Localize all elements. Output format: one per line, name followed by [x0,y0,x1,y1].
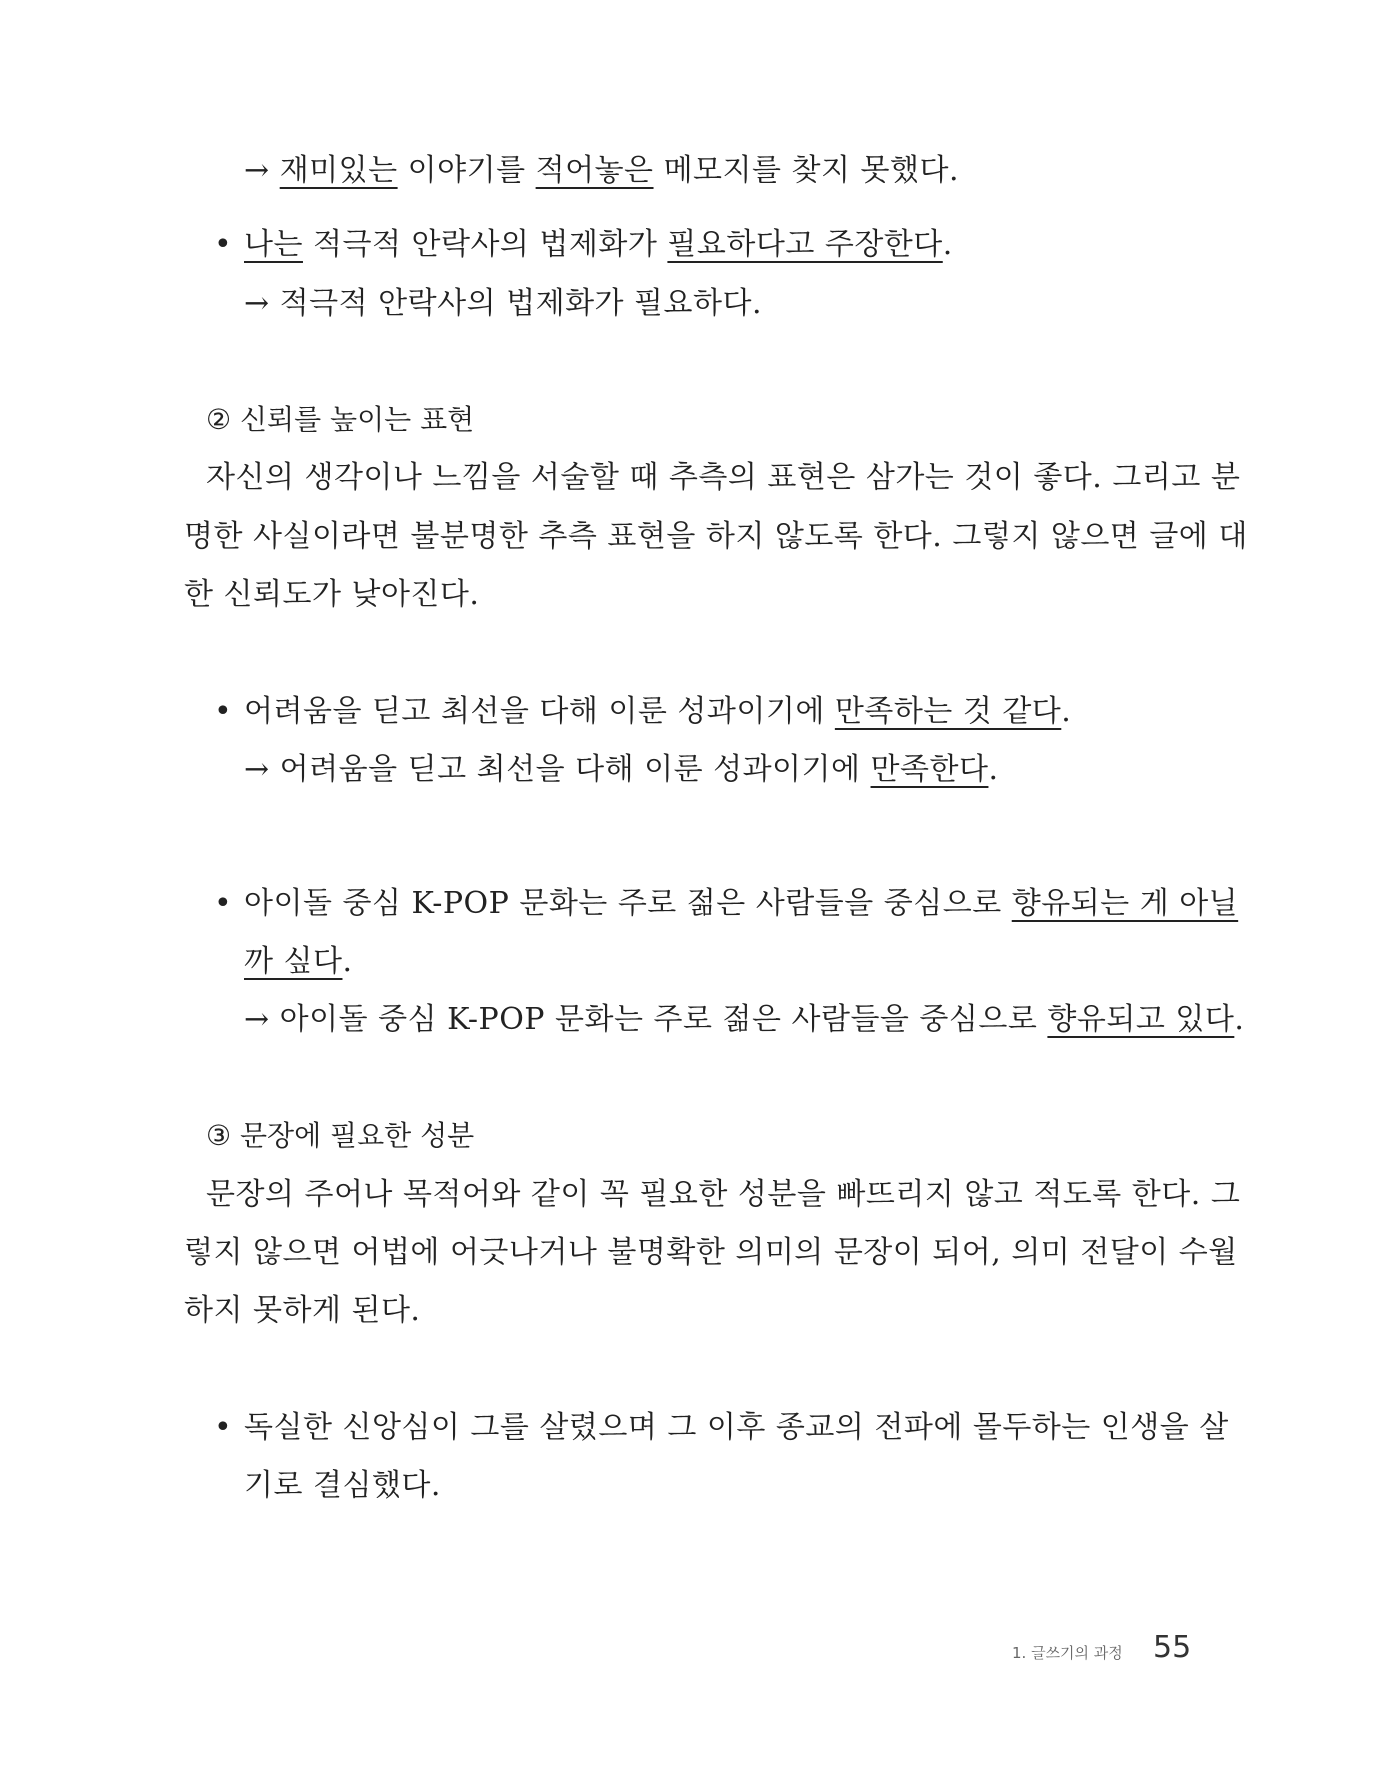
example-sentence: 독실한 신앙심이 그를 살렸으며 그 이후 종교의 전파에 몰두하는 인생을 살 [244,1410,1229,1445]
underlined-phrase: 만족하는 것 같다 [834,694,1062,729]
section-heading: ② 신뢰를 높이는 표현 [206,403,475,436]
example-rewrite [244,750,999,790]
body-line: 렇지 않으면 어법에 어긋나거나 불명확한 의미의 문장이 되어, 의미 전달이 수월 [184,1235,1238,1270]
bullet-icon: • [214,227,232,262]
underlined-phrase: 까 싶다 [244,944,343,979]
underlined-phrase: 필요하다고 주장한다 [667,227,943,262]
plain-text: 아이돌 중심 K-POP 문화는 주로 젊은 사람들을 중심으로 [244,886,1012,921]
underlined-phrase: 적어놓은 [535,153,654,188]
plain-text: . [988,752,999,787]
section-heading: ③ 문장에 필요한 성분 [206,1119,475,1152]
plain-text: 적극적 안락사의 법제화가 [302,227,668,262]
plain-text: 이야기를 [397,153,536,188]
chapter-label: 1. 글쓰기의 과정 [1012,1644,1123,1662]
bullet-icon: • [214,886,232,921]
plain-text: . [342,944,353,979]
bullet-icon: • [214,694,232,729]
example-sentence [244,692,1071,732]
plain-text: . [1061,694,1072,729]
example-sentence [244,225,953,265]
body-line: 자신의 생각이나 느낌을 서술할 때 추측의 표현은 삼가는 것이 좋다. 그리고 분 [206,460,1241,495]
underlined-phrase: 나는 [244,227,303,262]
body-line: 한 신뢰도가 낮아진다. [184,577,480,612]
plain-text: 메모지를 찾지 못했다. [653,153,959,188]
plain-text: 어려움을 딛고 최선을 다해 이룬 성과이기에 [244,694,835,729]
underlined-phrase: 재미있는 [279,153,398,188]
bullet-icon: • [214,1410,232,1445]
page-number: 55 [1153,1630,1192,1665]
underlined-phrase: 향유되고 있다 [1047,1002,1235,1037]
example-sentence-continued: 기로 결심했다. [244,1468,441,1503]
example-rewrite: → 적극적 안락사의 법제화가 필요하다. [244,286,763,321]
example-sentence [244,884,1238,924]
example-sentence-continued [244,942,353,982]
body-line: 하지 못하게 된다. [184,1293,421,1328]
example-rewrite [244,151,959,191]
arrow-text: → [244,153,280,188]
plain-text: . [942,227,953,262]
body-line: 문장의 주어나 목적어와 같이 꼭 필요한 성분을 빠뜨리지 않고 적도록 한다. 그 [206,1177,1241,1212]
body-line: 명한 사실이라면 불분명한 추측 표현을 하지 않도록 한다. 그렇지 않으면 글에 대 [184,519,1248,554]
underlined-phrase: 향유되는 게 아닐 [1011,886,1239,921]
example-rewrite [244,1000,1244,1040]
plain-text: → 어려움을 딛고 최선을 다해 이룬 성과이기에 [244,752,871,787]
plain-text: → 아이돌 중심 K-POP 문화는 주로 젊은 사람들을 중심으로 [244,1002,1048,1037]
underlined-phrase: 만족한다 [870,752,989,787]
plain-text: . [1234,1002,1245,1037]
